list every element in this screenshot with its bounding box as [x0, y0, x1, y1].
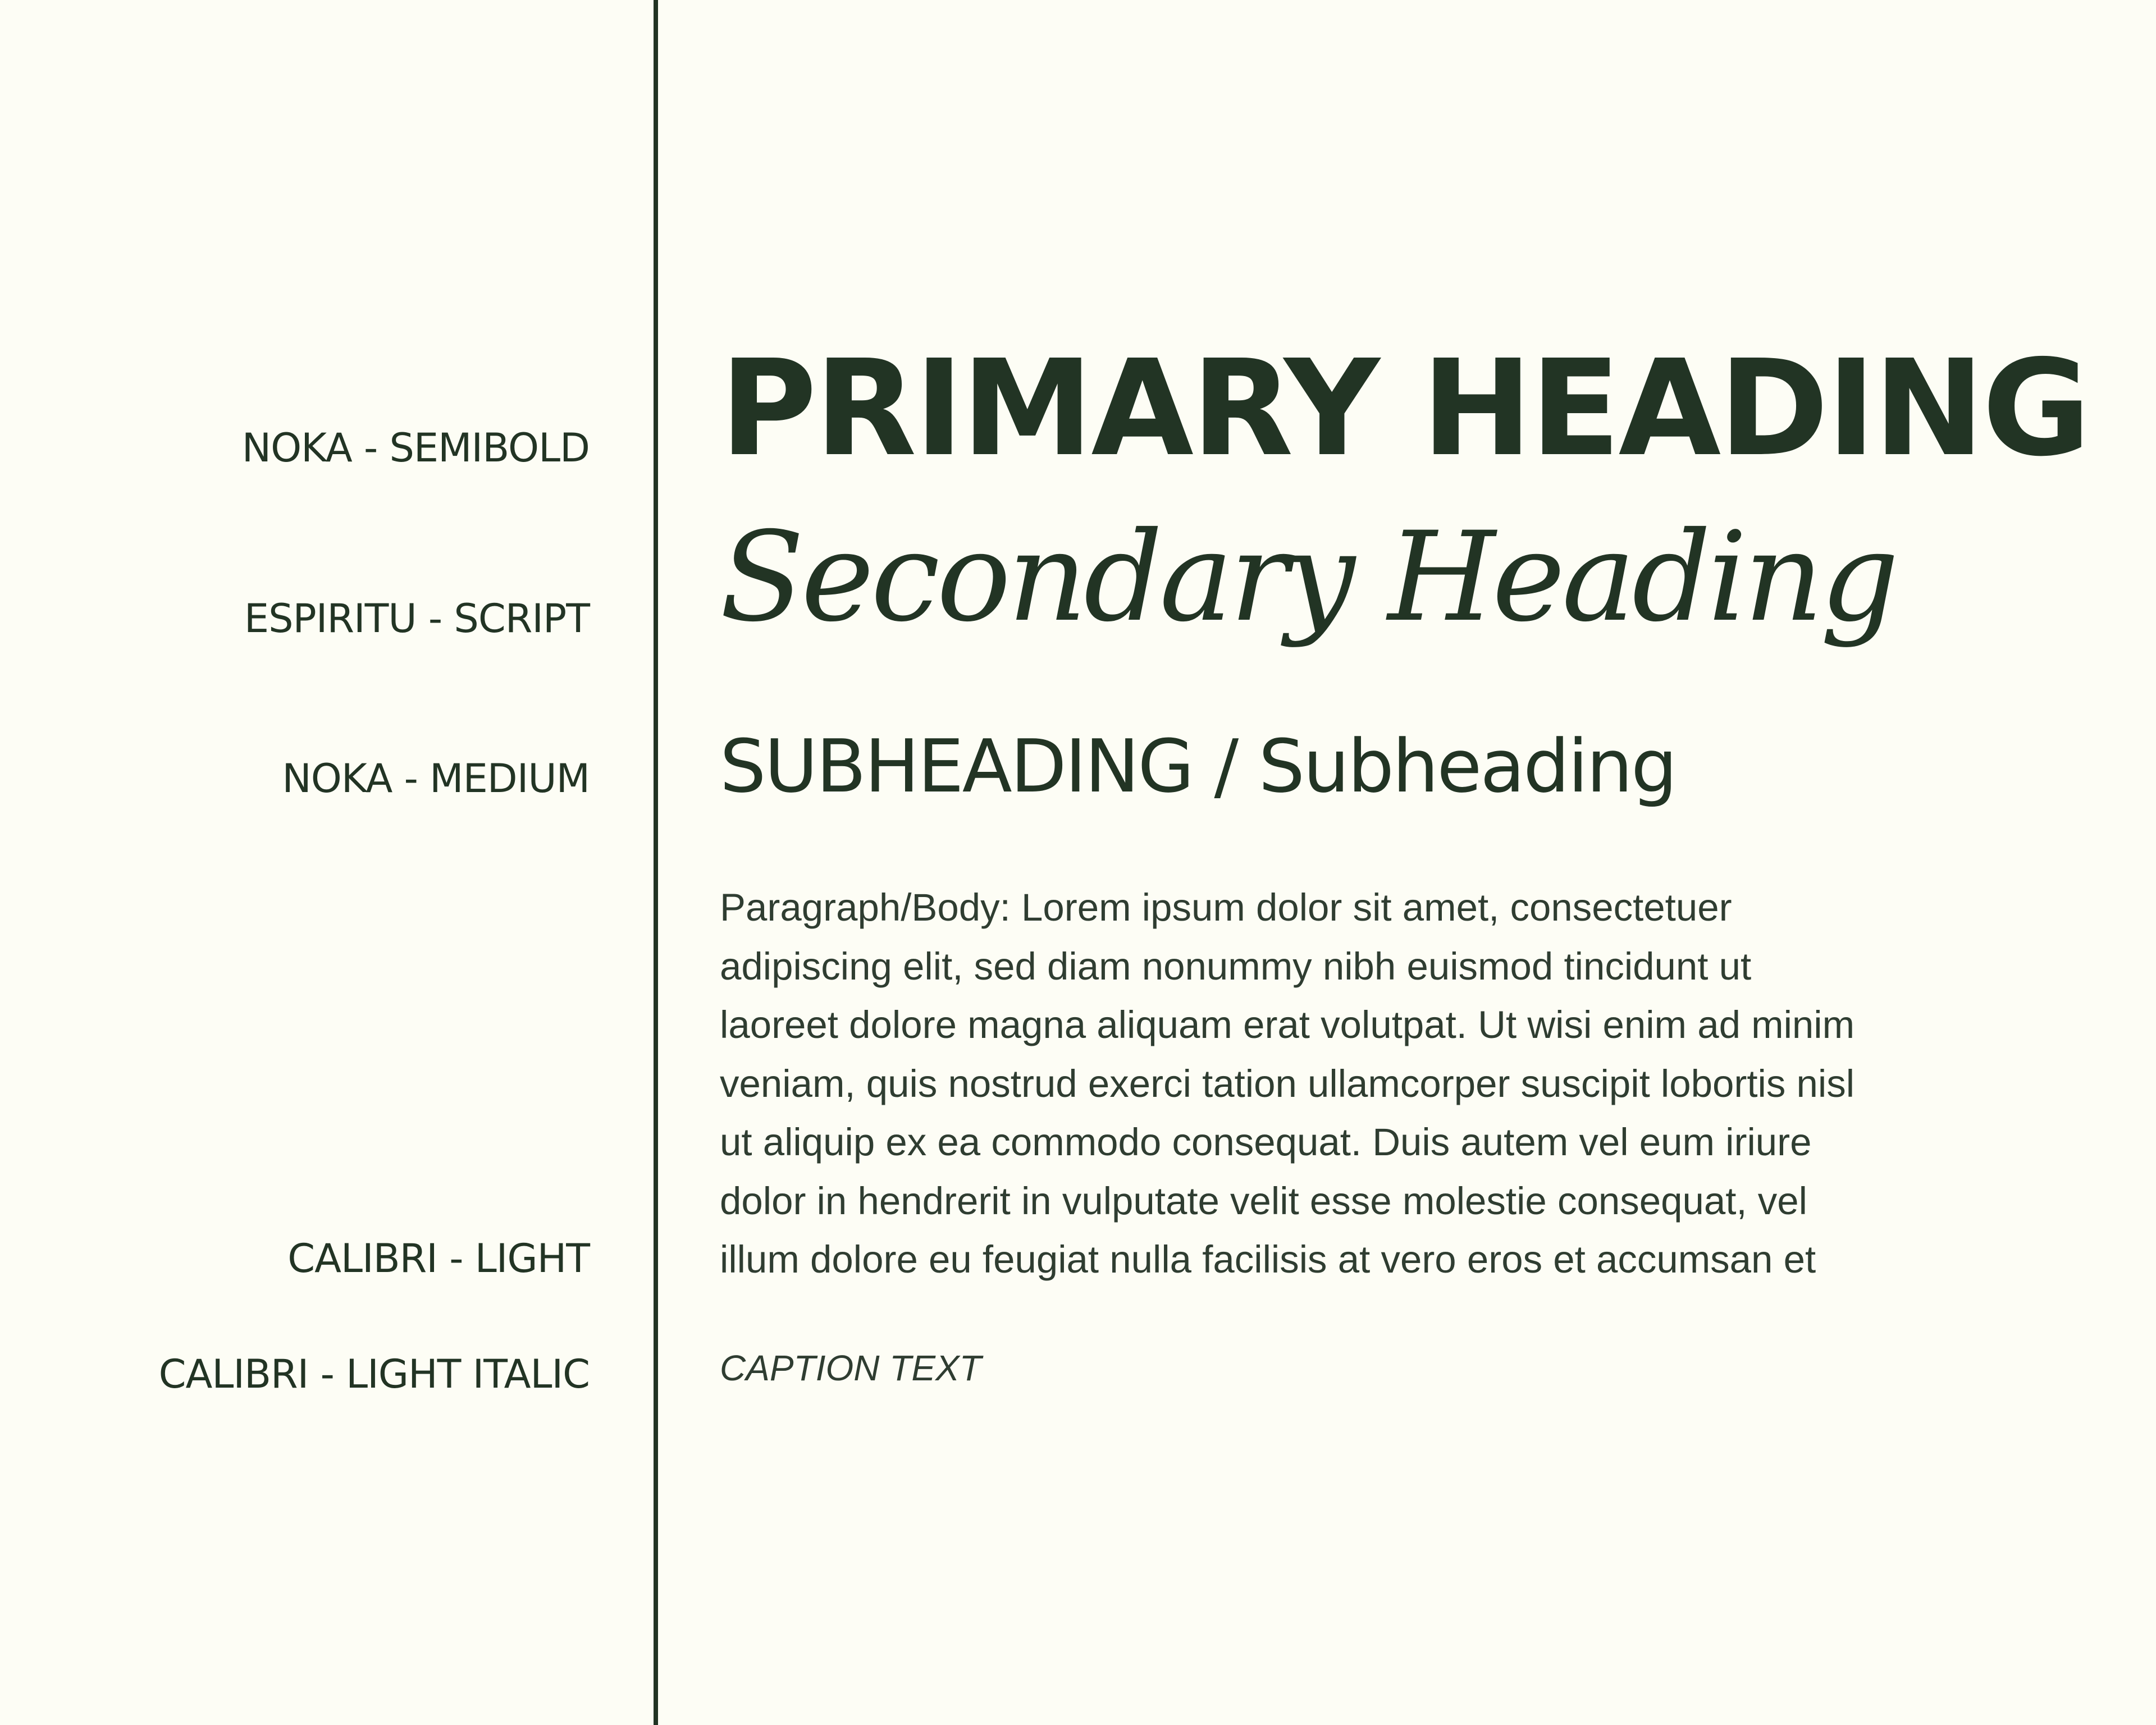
- primary-heading-sample: PRIMARY HEADING: [720, 331, 2089, 486]
- font-label-caption: CALIBRI - LIGHT ITALIC: [158, 1351, 590, 1397]
- body-paragraph-sample: [720, 878, 2050, 1289]
- subheading-sample: SUBHEADING / Subheading: [720, 724, 1676, 809]
- body-line: illum dolore eu feugiat nulla facilisis at vero eros et accumsan et: [720, 1238, 1816, 1281]
- body-line: Paragraph/Body: Lorem ipsum dolor sit amet, consectetuer: [720, 886, 1732, 929]
- font-label-subheading: NOKA - MEDIUM: [282, 756, 590, 802]
- font-label-secondary: ESPIRITU - SCRIPT: [244, 596, 590, 642]
- font-label-primary: NOKA - SEMIBOLD: [241, 425, 590, 471]
- vertical-divider: [654, 0, 658, 1725]
- body-line: laoreet dolore magna aliquam erat volutpat. Ut wisi enim ad minim: [720, 1003, 1855, 1046]
- body-line: veniam, quis nostrud exerci tation ullamcorper suscipit lobortis nisl: [720, 1061, 1855, 1105]
- body-line: ut aliquip ex ea commodo consequat. Duis autem vel eum iriure: [720, 1120, 1812, 1164]
- body-line: adipiscing elit, sed diam nonummy nibh euismod tincidunt ut: [720, 944, 1752, 988]
- caption-sample: CAPTION TEXT: [720, 1348, 981, 1388]
- secondary-heading-sample: Secondary Heading: [720, 505, 1896, 649]
- font-label-body: CALIBRI - LIGHT: [287, 1236, 590, 1282]
- body-line: dolor in hendrerit in vulputate velit esse molestie consequat, vel: [720, 1179, 1807, 1223]
